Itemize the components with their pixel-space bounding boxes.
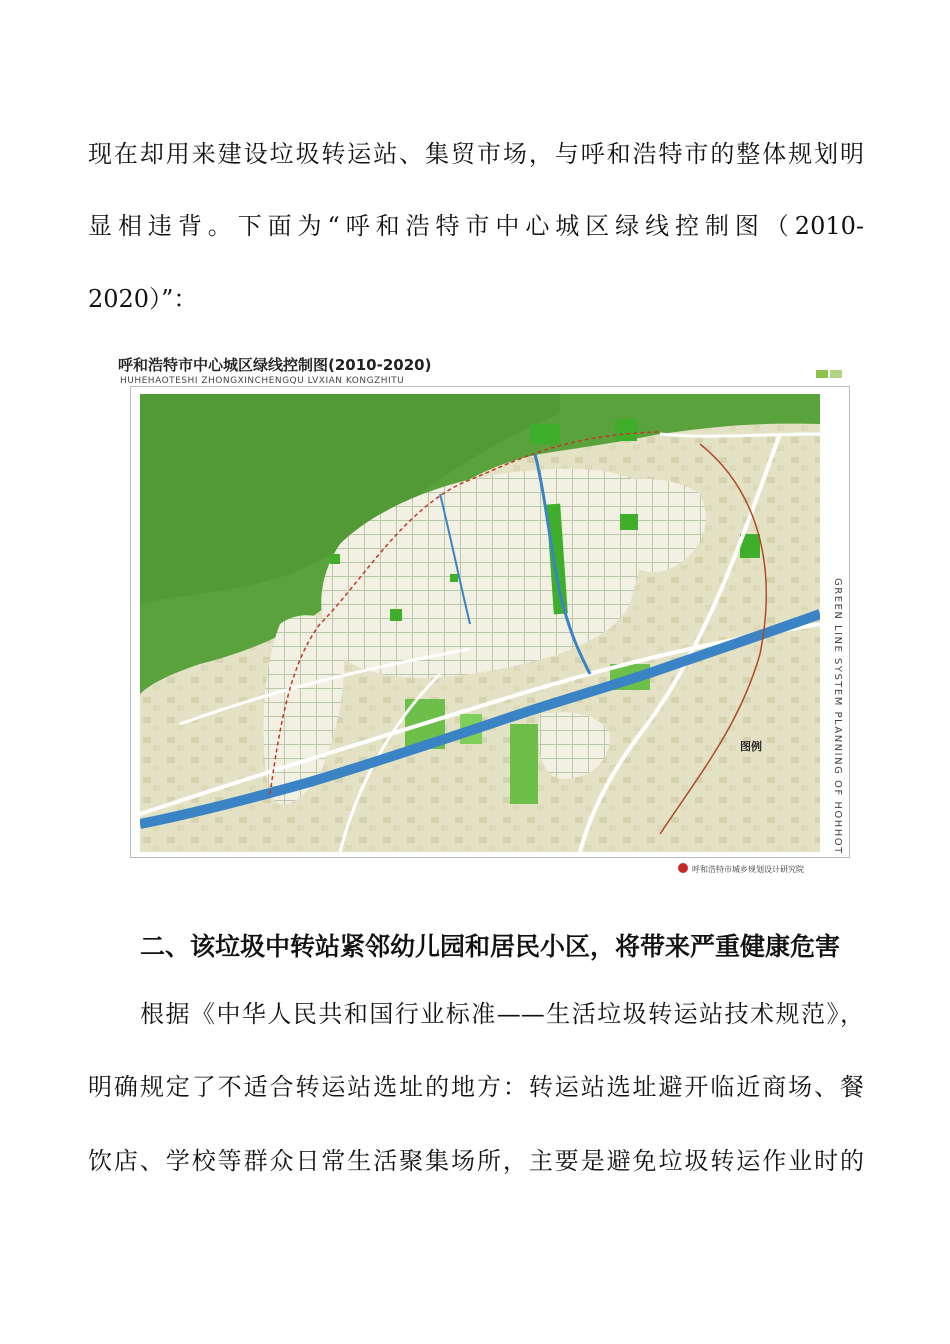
map-credit: 呼和浩特市城乡规划设计研究院 bbox=[692, 865, 804, 874]
map-side-title: GREEN LINE SYSTEM PLANNING OF HOHHOT bbox=[832, 578, 843, 855]
paragraph-line: 饮店、学校等群众日常生活聚集场所，主要是避免垃圾转运作业时的 bbox=[88, 1147, 864, 1175]
paragraph-line: 明确规定了不适合转运站选址的地方：转运站选址避开临近商场、餐 bbox=[88, 1073, 864, 1101]
map-image bbox=[140, 394, 820, 852]
paragraph-line: 2020）”： bbox=[88, 285, 198, 313]
header-swatch bbox=[816, 370, 828, 378]
paragraph-line: 根据《中华人民共和国行业标准——生活垃圾转运站技术规范》， bbox=[140, 1000, 864, 1028]
paragraph-line: 现在却用来建设垃圾转运站、集贸市场，与呼和浩特市的整体规划明 bbox=[88, 140, 864, 168]
paragraph-line: 显相违背。下面为“呼和浩特市中心城区绿线控制图（2010- bbox=[88, 212, 864, 240]
legend-title: 图例 bbox=[740, 740, 762, 753]
institute-logo-icon bbox=[678, 863, 688, 873]
header-swatch bbox=[830, 370, 842, 378]
map-title: 呼和浩特市中心城区绿线控制图(2010-2020) bbox=[118, 356, 432, 374]
section-heading: 二、该垃圾中转站紧邻幼儿园和居民小区，将带来严重健康危害 bbox=[140, 932, 841, 961]
green-line-map-figure bbox=[100, 348, 865, 888]
city-map-illustration bbox=[140, 394, 820, 852]
map-subtitle: HUHEHAOTESHI ZHONGXINCHENGQU LVXIAN KONGZHITU bbox=[120, 376, 405, 386]
